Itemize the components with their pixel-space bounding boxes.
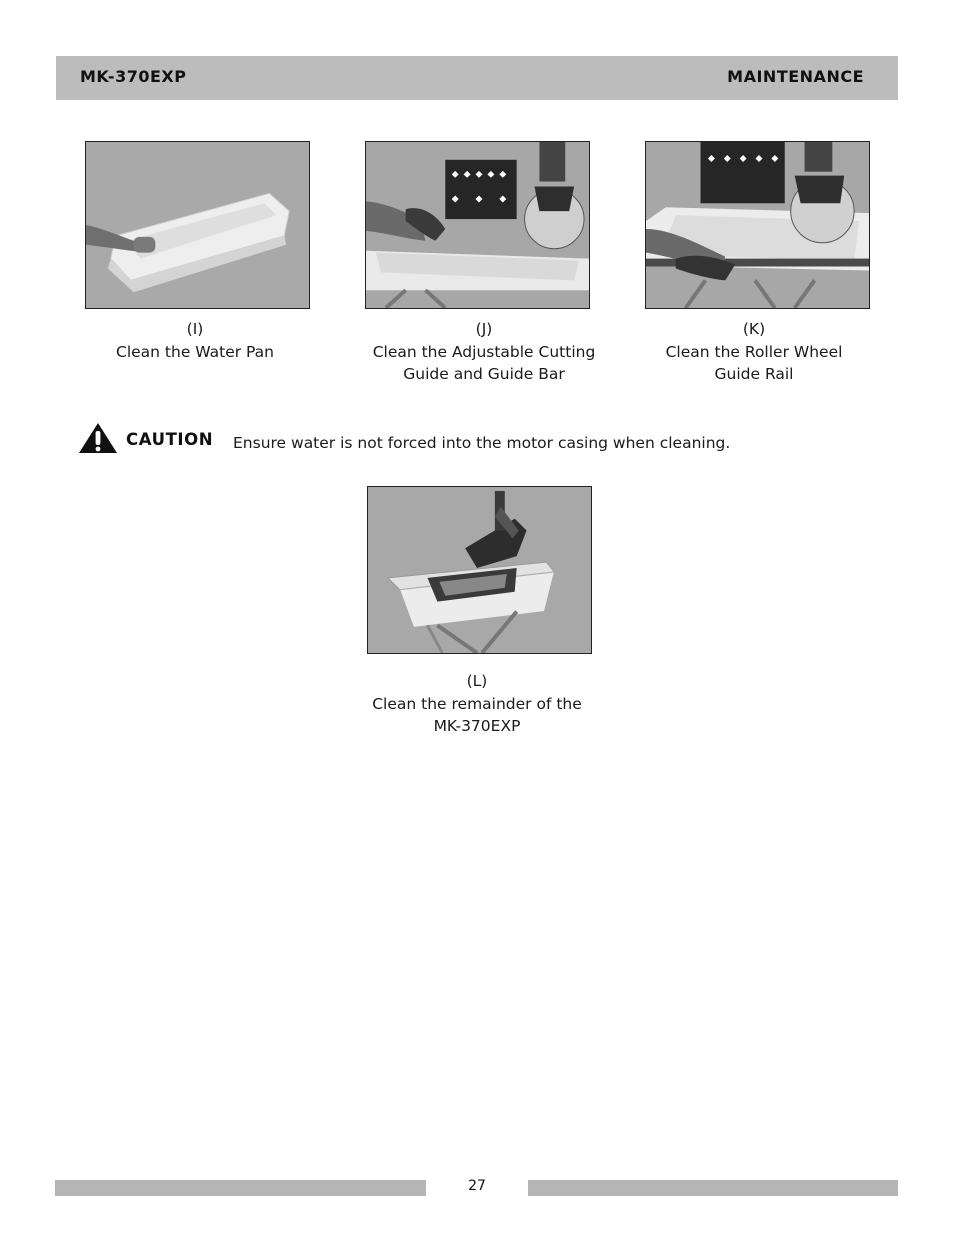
model-name: MK-370EXP — [80, 67, 187, 86]
page-number: 27 — [468, 1178, 486, 1194]
caption-line: Clean the Adjustable Cutting — [372, 342, 596, 361]
caution-label: CAUTION — [126, 430, 214, 449]
photo-water-pan — [85, 141, 310, 309]
caption-label: (J) — [475, 320, 493, 338]
caption-whole-saw — [352, 670, 602, 738]
caution-text: Ensure water is not forced into the motor casing when cleaning. — [233, 434, 731, 452]
caption-line: MK-370EXP — [433, 717, 521, 735]
warning-triangle-icon — [78, 422, 118, 454]
photo-roller-guide-rail — [645, 141, 870, 309]
footer-bar-right — [528, 1180, 898, 1196]
caption-water-pan — [85, 318, 305, 363]
caption-line: Guide and Guide Bar — [403, 365, 565, 383]
caption-line: Clean the Roller Wheel — [665, 342, 843, 361]
footer-bar-left — [55, 1180, 426, 1196]
caption-label: (I) — [186, 320, 204, 338]
section-title: MAINTENANCE — [727, 67, 864, 86]
header-bar — [56, 56, 898, 100]
caption-roller-guide-rail — [634, 318, 874, 386]
caption-line: Clean the remainder of the — [372, 694, 582, 713]
caption-line: Guide Rail — [714, 365, 794, 383]
caption-label: (K) — [742, 320, 766, 338]
photo-cutting-guide — [365, 141, 590, 309]
caution-notice — [78, 422, 898, 458]
caption-line: Clean the Water Pan — [116, 342, 274, 361]
caption-label: (L) — [466, 672, 488, 690]
caption-cutting-guide — [349, 318, 619, 386]
photo-whole-saw — [367, 486, 592, 654]
